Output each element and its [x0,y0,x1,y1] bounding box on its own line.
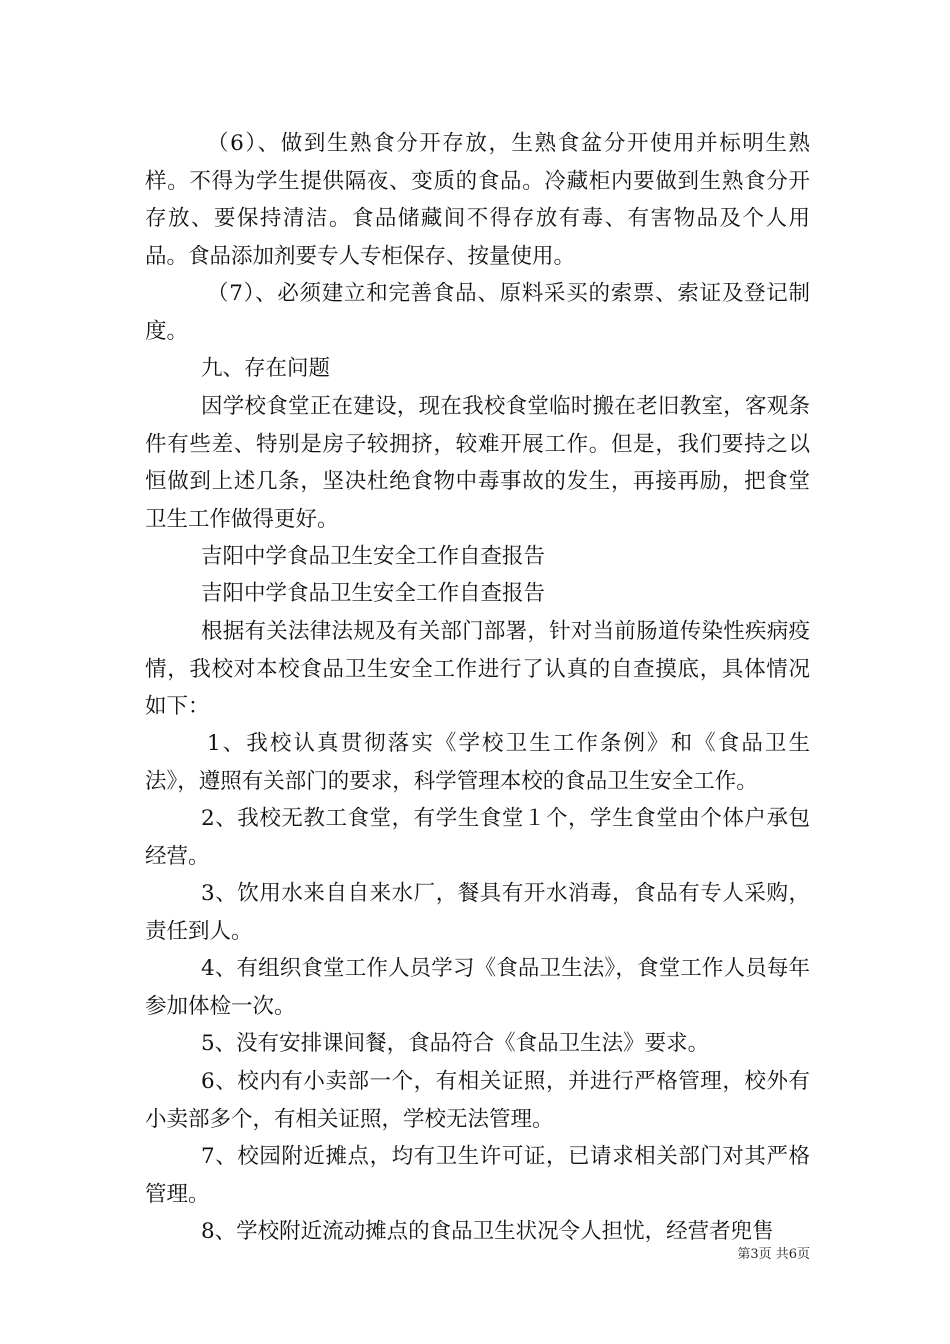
paragraph-introduction: 根据有关法律法规及有关部门部署，针对当前肠道传染性疾病疫情，我校对本校食品卫生安全工作进行了认真的自查摸底，具体情况如下： [145,619,810,719]
page-number-footer: 第3页 共6页 [737,1247,810,1262]
list-item-7: 7、校园附近摊点，均有卫生许可证，已请求相关部门对其严格管理。 [145,1144,810,1207]
section-heading-problems: 九、存在问题 [201,356,331,381]
paragraph-problems: 因学校食堂正在建设，现在我校食堂临时搬在老旧教室，客观条件有些差、特别是房子较拥挤，较难开展工作。但是，我们要持之以恒做到上述几条，坚决杜绝食物中毒事故的发生，再接再励，把食堂卫生工作做得更好。 [145,394,810,532]
paragraph-procurement-records: （7）、必须建立和完善食品、原料采买的索票、索证及登记制度。 [145,281,810,344]
report-title-1: 吉阳中学食品卫生安全工作自查报告 [201,544,546,569]
list-item-3: 3、饮用水来自自来水厂，餐具有开水消毒，食品有专人采购，责任到人。 [145,881,810,944]
list-item-4: 4、有组织食堂工作人员学习《食品卫生法》，食堂工作人员每年参加体检一次。 [145,956,810,1019]
list-item-5: 5、没有安排课间餐，食品符合《食品卫生法》要求。 [201,1031,710,1056]
list-item-1: 1、我校认真贯彻落实《学校卫生工作条例》和《食品卫生法》，遵照有关部门的要求，科学管理本校的食品卫生安全工作。 [145,731,810,794]
list-item-8: 8、学校附近流动摊点的食品卫生状况令人担忧，经营者兜售 [201,1219,774,1244]
paragraph-storage-rules: （6）、做到生熟食分开存放，生熟食盆分开使用并标明生熟样。不得为学生提供隔夜、变质的食品。冷藏柜内要做到生熟食分开存放、要保持清洁。食品储藏间不得存放有毒、有害物品及个人用品。食品添加剂要专人专柜保存、按量使用。 [145,131,810,269]
report-title-2: 吉阳中学食品卫生安全工作自查报告 [201,581,546,606]
list-item-6: 6、校内有小卖部一个，有相关证照，并进行严格管理，校外有小卖部多个，有相关证照，学校无法管理。 [145,1069,810,1132]
list-item-2: 2、我校无教工食堂，有学生食堂１个，学生食堂由个体户承包经营。 [145,806,810,869]
